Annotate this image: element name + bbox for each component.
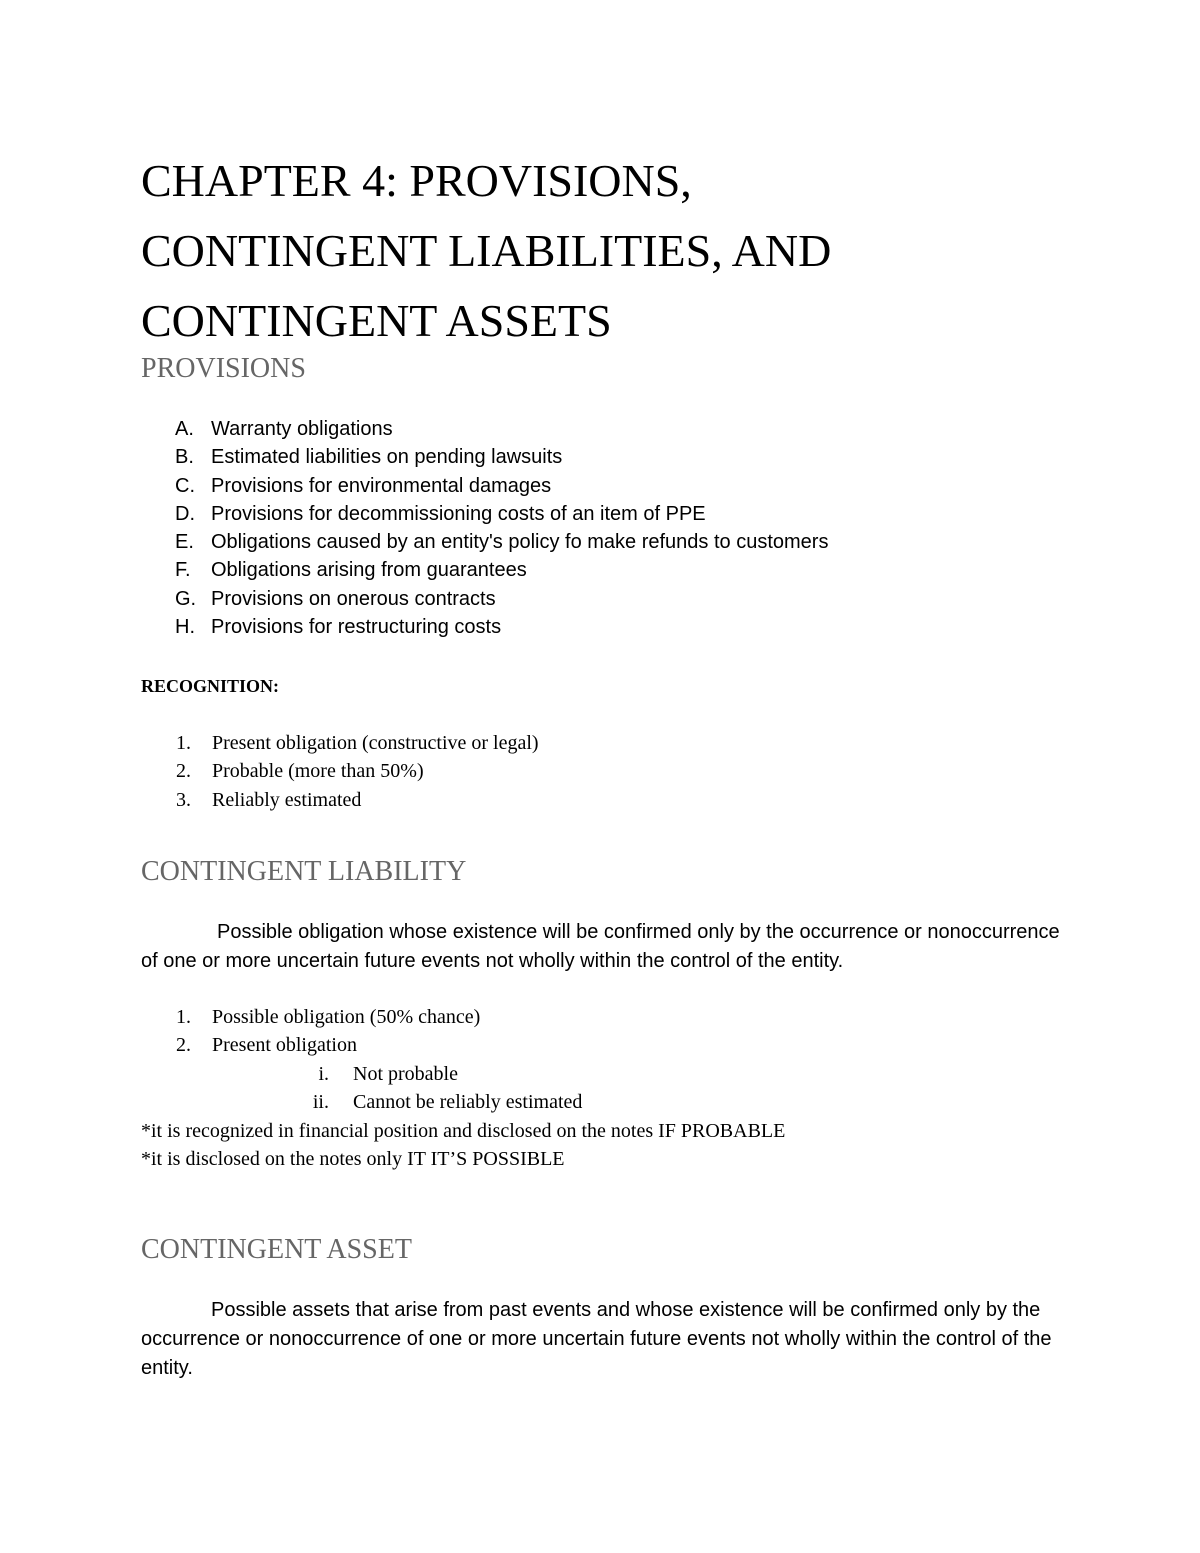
list-item-text: Present obligation (212, 1034, 357, 1057)
contingent-liability-definition: Possible obligation whose existence will be confirmed only by the occurrence or nonoccurrence of one or more uncertain future events not wholly within the control of the entity. (141, 921, 1060, 972)
list-item-text: Provisions for environmental damages (211, 474, 552, 497)
list-marker: E. (175, 531, 194, 554)
list-marker: G. (175, 587, 197, 610)
list-item (141, 443, 828, 471)
list-item (141, 757, 539, 785)
list-item-text: Obligations caused by an entity's policy fo make refunds to customers (211, 531, 829, 554)
contingent-asset-definition: Possible assets that arise from past events and whose existence will be confirmed only by the occurrence or nonoccurrence of one or more uncertain future events not wholly within the control of the entity. (141, 1299, 1052, 1379)
list-marker: 2. (176, 1034, 191, 1057)
recognition-list (141, 729, 539, 814)
note-line: *it is recognized in financial position and disclosed on the notes IF PROBABLE (141, 1120, 786, 1142)
list-marker: A. (175, 418, 194, 440)
provisions-heading: PROVISIONS (141, 353, 306, 384)
list-marker: B. (175, 446, 194, 469)
list-item-text: Probable (more than 50%) (212, 760, 424, 783)
list-item-text: Not probable (353, 1062, 458, 1085)
list-item-text: Present obligation (constructive or legal) (212, 732, 539, 754)
list-marker: i. (318, 1062, 329, 1085)
list-item (141, 556, 828, 584)
list-item (141, 585, 828, 613)
list-marker: ii. (312, 1090, 329, 1113)
list-item-text: Provisions for restructuring costs (211, 616, 502, 639)
chapter-title-line: CHAPTER 4: PROVISIONS, (141, 155, 692, 206)
list-item (141, 1003, 582, 1031)
list-marker: 1. (176, 1006, 191, 1028)
contingent-liability-notes (141, 1117, 785, 1174)
list-item-text: Warranty obligations (211, 418, 393, 440)
recognition-heading: RECOGNITION: (141, 676, 280, 696)
chapter-title-line: CONTINGENT LIABILITIES, AND (141, 225, 832, 276)
list-item-text: Cannot be reliably estimated (353, 1090, 583, 1113)
sub-list-item (141, 1060, 582, 1088)
list-marker: C. (175, 474, 195, 497)
sub-list-item (141, 1088, 582, 1116)
list-item-text: Provisions for decommissioning costs of an item of PPE (211, 502, 706, 525)
provisions-list (141, 415, 828, 641)
list-item (141, 613, 828, 641)
list-item (141, 1031, 582, 1059)
list-item-text: Provisions on onerous contracts (211, 587, 496, 610)
note-line: *it is disclosed on the notes only IT IT’S POSSIBLE (141, 1148, 565, 1171)
list-item-text: Reliably estimated (212, 788, 362, 811)
list-item (141, 415, 828, 443)
contingent-liability-list (141, 1003, 582, 1116)
list-marker: 3. (176, 788, 191, 811)
list-item (141, 528, 828, 556)
list-item-text: Estimated liabilities on pending lawsuits (211, 446, 563, 469)
list-item-text: Possible obligation (50% chance) (212, 1006, 481, 1028)
list-marker: 1. (176, 732, 191, 754)
chapter-title (141, 146, 1081, 356)
list-item (141, 472, 828, 500)
contingent-asset-heading: CONTINGENT ASSET (141, 1234, 412, 1265)
chapter-title-line: CONTINGENT ASSETS (141, 295, 612, 346)
list-marker: H. (175, 616, 195, 639)
contingent-liability-heading: CONTINGENT LIABILITY (141, 856, 467, 887)
list-marker: D. (175, 502, 195, 525)
list-item (141, 729, 539, 757)
list-item (141, 786, 539, 814)
list-marker: 2. (176, 760, 191, 783)
list-item (141, 500, 828, 528)
list-item-text: Obligations arising from guarantees (211, 559, 527, 582)
list-marker: F. (175, 559, 191, 582)
